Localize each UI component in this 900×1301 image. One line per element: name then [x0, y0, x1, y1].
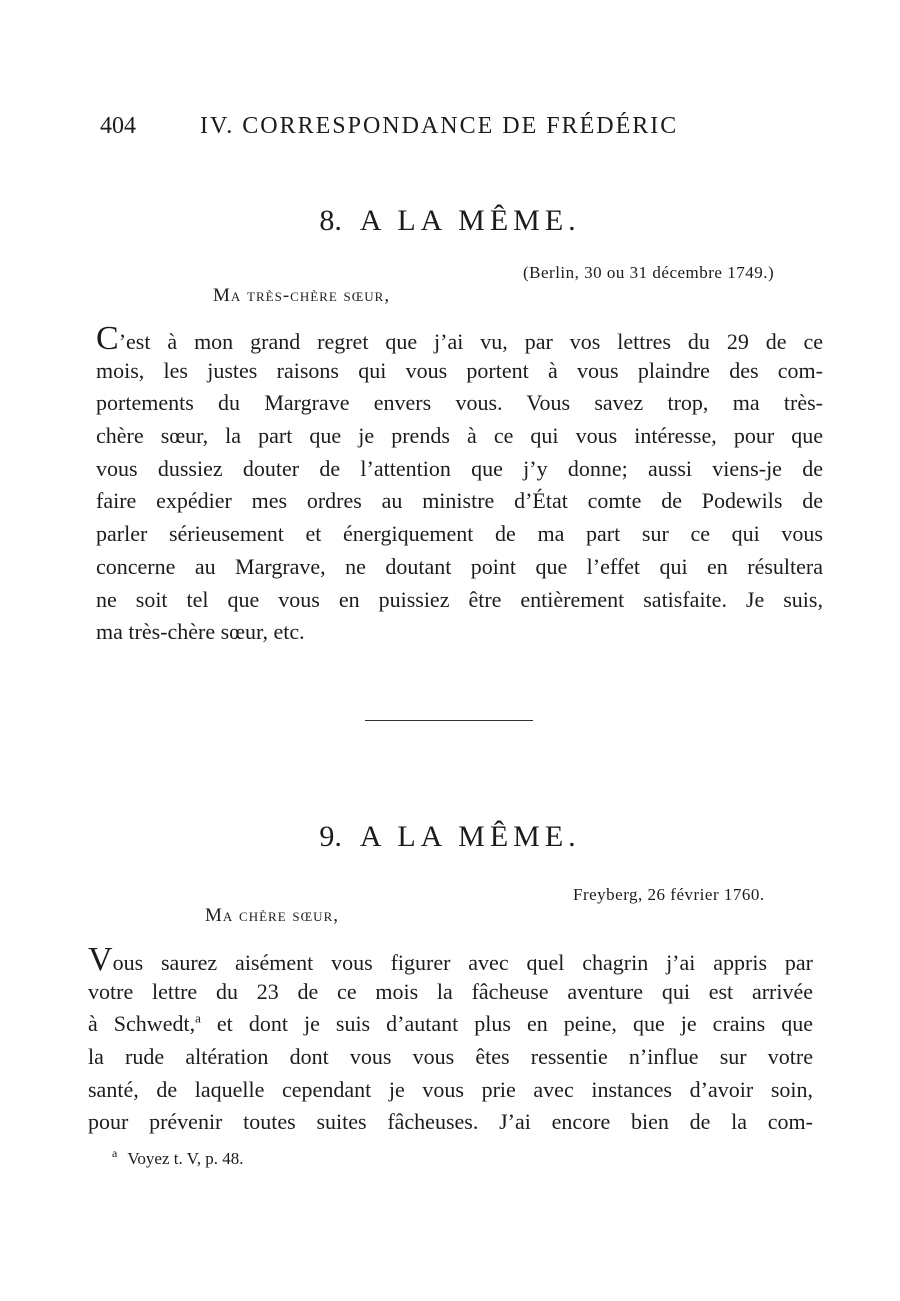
section-divider: [365, 720, 533, 721]
letter-8-dropcap: C: [96, 320, 119, 357]
footnote: [112, 1146, 244, 1169]
letter-9-body: [88, 943, 813, 1139]
running-title: IV. CORRESPONDANCE DE FRÉDÉRIC: [200, 113, 679, 139]
letter-8-salutation: Ma très-chère sœur,: [213, 285, 391, 306]
letter-8-line: mois, les justes raisons qui vous portent à vous plaindre des com-: [96, 357, 823, 383]
letter-9-dropcap: V: [88, 941, 113, 978]
letter-8-title: A LA MÊME.: [359, 204, 581, 237]
letter-8-line: ne soit tel que vous en puissiez être entièrement satisfaite. Je suis,: [96, 586, 823, 612]
footnote-reference[interactable]: a: [195, 1011, 201, 1027]
running-head: [100, 113, 740, 147]
letter-8-body: [96, 322, 823, 649]
letter-8-line: portements du Margrave envers vous. Vous savez trop, ma très-: [96, 390, 823, 416]
letter-9-number: 9.: [319, 820, 342, 853]
footnote-marker: a: [112, 1146, 118, 1161]
letter-9-title: A LA MÊME.: [359, 820, 581, 853]
letter-8-line: faire expédier mes ordres au ministre d’État comte de Podewils de: [96, 488, 823, 514]
letter-9-heading: [0, 820, 900, 854]
letter-9-line: votre lettre du 23 de ce mois la fâcheuse aventure qui est arrivée: [88, 978, 813, 1004]
letter-8-number: 8.: [319, 204, 342, 237]
page-number: 404: [100, 113, 136, 139]
letter-9-line: la rude altération dont vous vous êtes ressentie n’influe sur votre: [88, 1044, 813, 1070]
footnote-text: Voyez t. V, p. 48.: [127, 1149, 244, 1168]
letter-8-dateline: (Berlin, 30 ou 31 décembre 1749.): [523, 263, 775, 282]
letter-9-line: à Schwedt,$^a$ et dont je suis d’autant plus en peine, que je crains que: [88, 1011, 814, 1037]
letter-9-line: Vous saurez aisément vous figurer avec quel chagrin j’ai appris par: [88, 941, 813, 978]
letter-9-salutation: Ma chère sœur,: [205, 905, 339, 926]
letter-8-line: C’est à mon grand regret que j’ai vu, par vos lettres du 29 de ce: [96, 320, 823, 357]
letter-8-line: ma très-chère sœur, etc.: [96, 619, 305, 645]
letter-8-line: concerne au Margrave, ne doutant point que l’effet qui en résultera: [96, 553, 823, 579]
letter-9-line: santé, de laquelle cependant je vous prie avec instances d’avoir soin,: [88, 1076, 813, 1102]
letter-8-line: chère sœur, la part que je prends à ce qui vous intéresse, pour que: [96, 423, 823, 449]
letter-9-line: pour prévenir toutes suites fâcheuses. J’ai encore bien de la com-: [88, 1109, 813, 1135]
letter-8-line: vous dussiez douter de l’attention que j’y donne; aussi viens-je de: [96, 455, 823, 481]
letter-8-heading: [0, 204, 900, 238]
letter-8-line: parler sérieusement et énergiquement de ma part sur ce qui vous: [96, 521, 823, 547]
letter-9-dateline: Freyberg, 26 février 1760.: [573, 885, 765, 904]
